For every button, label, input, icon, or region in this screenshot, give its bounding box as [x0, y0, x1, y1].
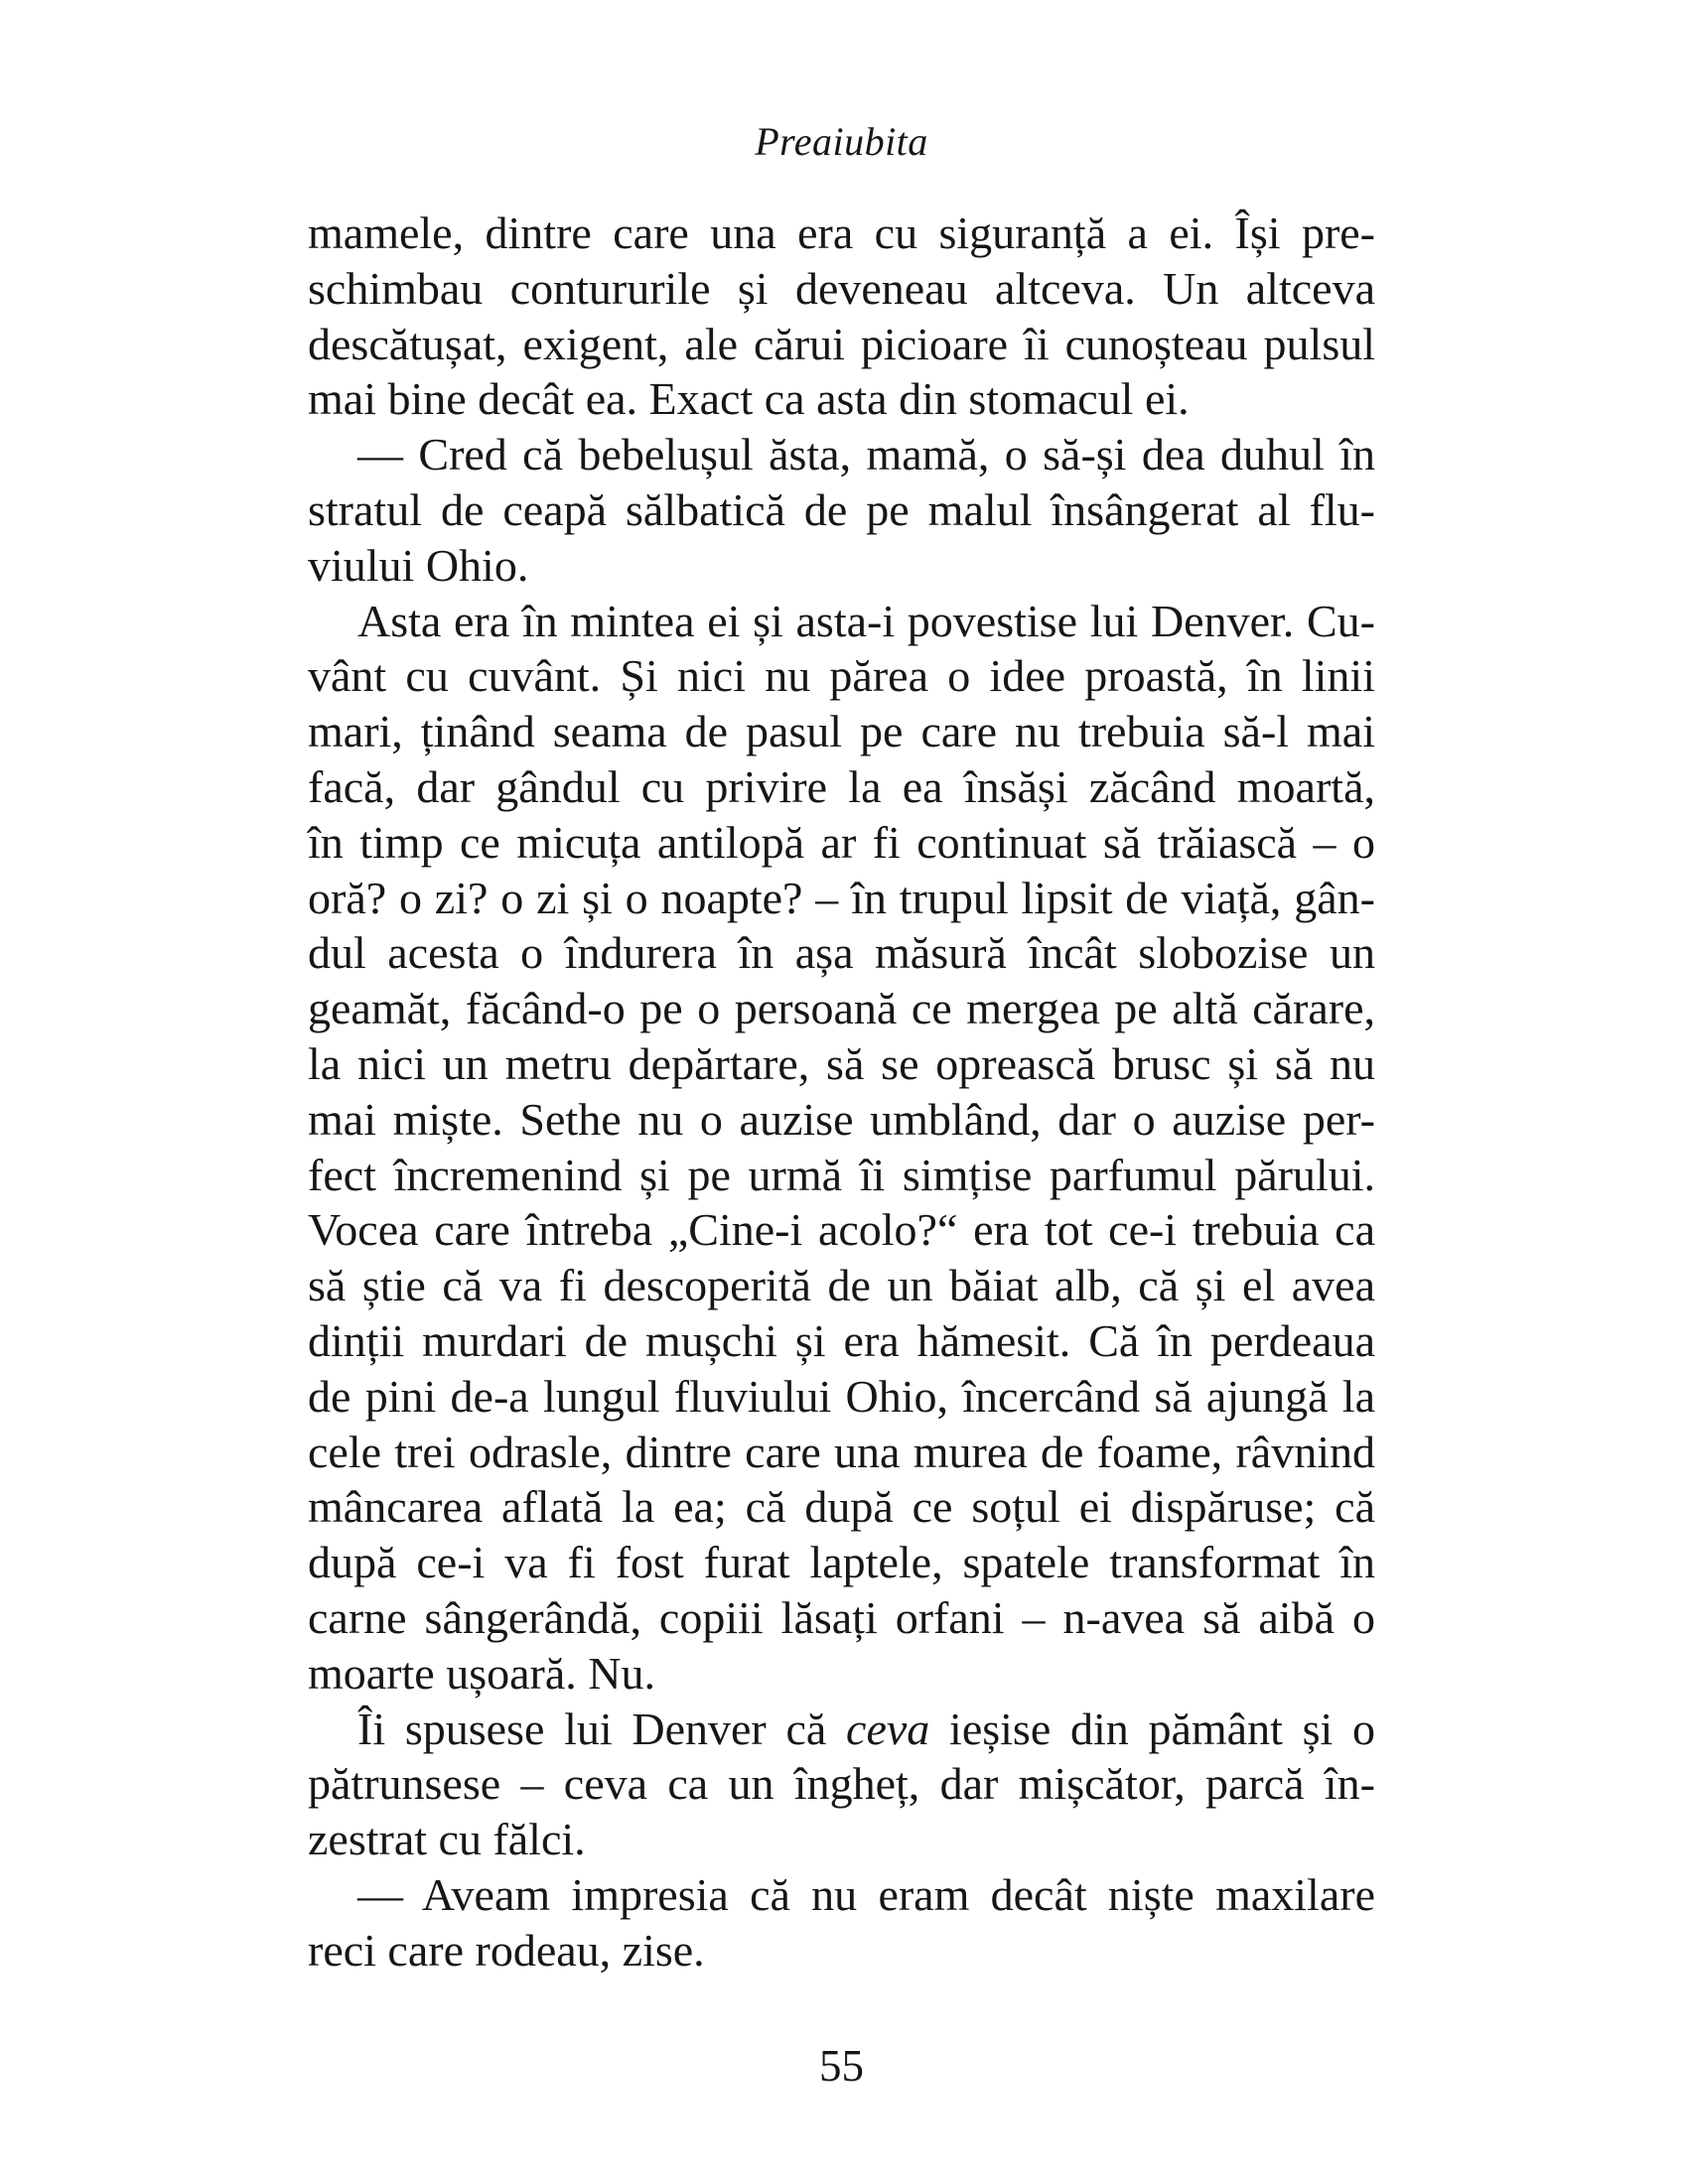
text-line: oră? o zi? o zi și o noapte? – în trupul lipsit de viață, gân-: [308, 872, 1375, 923]
text-line: stratul de ceapă sălbatică de pe malul însângerat al flu-: [308, 483, 1375, 535]
text-line: mâncarea aflată la ea; că după ce soțul ei dispăruse; că: [308, 1481, 1375, 1533]
text-line: geamăt, făcând-o pe o persoană ce mergea pe altă cărare,: [308, 983, 1375, 1034]
text-line: zestrat cu fălci.: [308, 1814, 586, 1865]
text-line: mai bine decât ea. Exact ca asta din stomacul ei.: [308, 373, 1190, 425]
paragraph: [308, 427, 1375, 593]
text-line: să știe că va fi descoperită de un băiat alb, că și el avea: [308, 1260, 1375, 1311]
text-line: facă, dar gândul cu privire la ea însăși zăcând moartă,: [308, 760, 1375, 812]
text-line: carne sângerândă, copiii lăsați orfani – n-avea să aibă o: [308, 1591, 1375, 1643]
running-header: Preaiubita: [755, 119, 928, 164]
text-line: cele trei odrasle, dintre care una murea de foame, râvnind: [308, 1426, 1375, 1477]
paragraph: [308, 205, 1375, 427]
text-line: vânt cu cuvânt. Și nici nu părea o idee proastă, în linii: [308, 650, 1375, 702]
paragraph: [308, 1702, 1375, 1867]
page-number: 55: [819, 2041, 864, 2091]
text-line: — Cred că bebelușul ăsta, mamă, o să-și dea duhul în: [357, 429, 1375, 480]
text-line: dul acesta o îndurera în așa măsură încât slobozise un: [308, 927, 1375, 979]
text-line: în timp ce micuța antilopă ar fi continuat să trăiască – o: [308, 816, 1375, 868]
text-line: mari, ținând seama de pasul pe care nu trebuia să-l mai: [308, 706, 1375, 757]
text-line: la nici un metru depărtare, să se oprească brusc și să nu: [308, 1037, 1375, 1089]
italic-word: ceva: [846, 1703, 930, 1754]
text-line: viului Ohio.: [308, 539, 529, 591]
text-line: dinții murdari de mușchi și era hămesit. Că în perdeaua: [308, 1314, 1375, 1366]
text-line: descătușat, exigent, ale cărui picioare îi cunoșteau pulsul: [308, 318, 1375, 369]
text-line: reci care rodeau, zise.: [308, 1924, 705, 1976]
text-line: — Aveam impresia că nu eram decât niște maxilare: [357, 1868, 1375, 1920]
text-line: pătrunsese – ceva ca un îngheț, dar mișcător, parcă în-: [308, 1758, 1375, 1810]
paragraph: [308, 594, 1375, 1702]
text-line: fect încremenind și pe urmă îi simțise parfumul părului.: [308, 1149, 1375, 1200]
text-line: după ce-i va fi fost furat laptele, spatele transformat în: [308, 1537, 1375, 1588]
text-line: Asta era în mintea ei și asta-i povestise lui Denver. Cu-: [357, 595, 1375, 646]
text-line: schimbau contururile și deveneau altceva. Un altceva: [308, 262, 1375, 314]
text-line: Îi spusese lui Denver că ceva ieșise din pământ și o: [357, 1703, 1375, 1754]
paragraph: [308, 1867, 1375, 1979]
text-line: de pini de-a lungul fluviului Ohio, încercând să ajungă la: [308, 1370, 1375, 1422]
text-line: Vocea care întreba „Cine-i acolo?“ era tot ce-i trebuia ca: [308, 1204, 1375, 1256]
body-text: [308, 205, 1375, 1979]
text-line: mamele, dintre care una era cu siguranță a ei. Își pre-: [308, 207, 1375, 258]
text-line: moarte ușoară. Nu.: [308, 1647, 655, 1699]
text-line: mai miște. Sethe nu o auzise umblând, dar o auzise per-: [308, 1093, 1375, 1145]
